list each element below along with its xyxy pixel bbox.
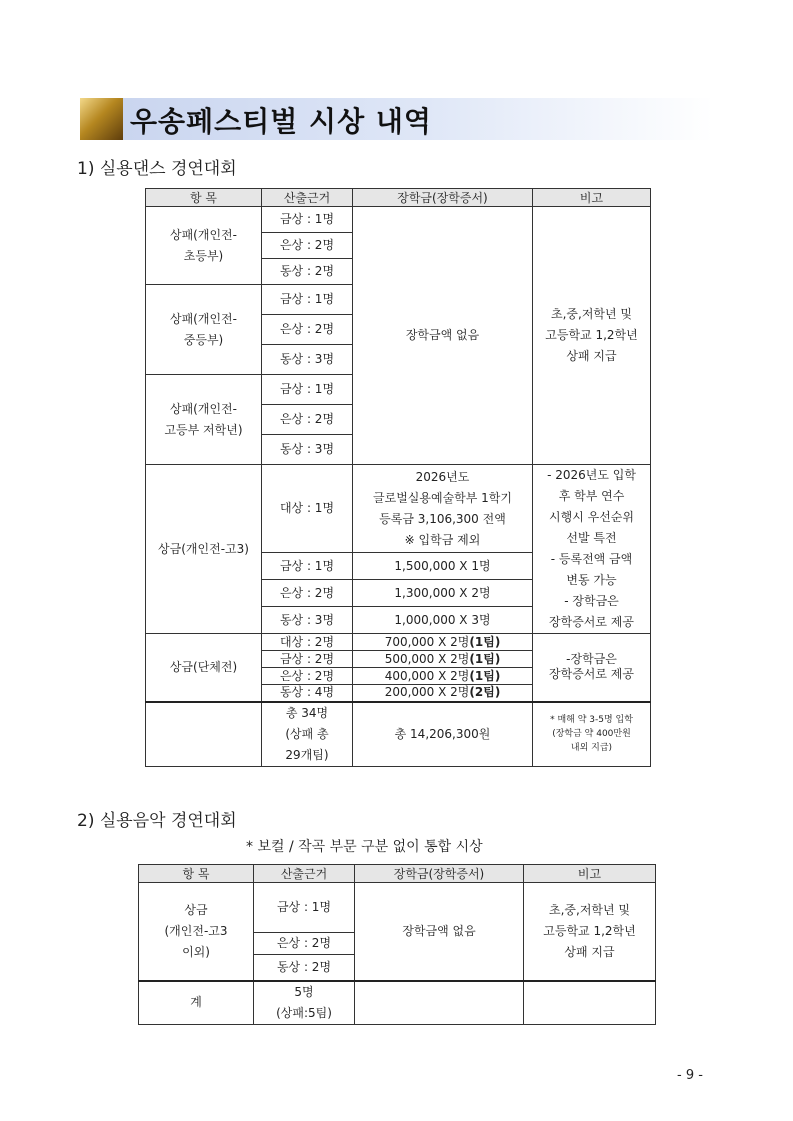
dance-awards-table: [145, 188, 651, 767]
amount-cell: 2026년도 글로벌실용예술학부 1학기 등록금 3,106,300 전액 ※ 입학금 제외: [353, 465, 533, 553]
row-label: 상금(개인전-고3): [146, 465, 262, 634]
basis-cell: 대상 : 1명: [262, 465, 353, 553]
scholarship-cell: 장학금액 없음: [355, 883, 524, 981]
music-awards-table: [138, 864, 656, 1025]
header-basis: 산출근거: [262, 189, 353, 207]
total-note: [524, 981, 656, 1025]
total-amount: [355, 981, 524, 1025]
row-label: 상금(단체전): [146, 634, 262, 702]
basis-cell: 대상 : 2명: [262, 634, 353, 651]
basis-cell: 동상 : 4명: [262, 685, 353, 702]
amount-value: 200,000 X 2명: [384, 685, 470, 700]
page-number: - 9 -: [677, 1068, 703, 1083]
team-count: (1팀): [469, 651, 501, 666]
amount-cell: 1,000,000 X 3명: [353, 607, 533, 634]
team-count: (2팀): [469, 685, 501, 700]
header-remark: 비고: [533, 189, 651, 207]
section1-heading: 1) 실용댄스 경연대회: [77, 159, 237, 179]
header-scholarship: 장학금(장학증서): [355, 865, 524, 883]
basis-cell: 동상 : 3명: [262, 345, 353, 375]
row-label: 상패(개인전- 고등부 저학년): [146, 375, 262, 465]
basis-cell: 금상 : 1명: [262, 285, 353, 315]
basis-cell: 은상 : 2명: [254, 933, 355, 955]
header-basis: 산출근거: [254, 865, 355, 883]
total-label: 계: [139, 981, 254, 1025]
section2-heading: 2) 실용음악 경연대회: [77, 811, 237, 831]
basis-cell: 은상 : 2명: [262, 315, 353, 345]
amount-cell: [353, 685, 533, 702]
amount-value: 400,000 X 2명: [384, 668, 470, 683]
scholarship-cell: 장학금액 없음: [353, 207, 533, 465]
team-count: (1팀): [469, 634, 501, 649]
basis-cell: 은상 : 2명: [262, 405, 353, 435]
total-note: * 매해 약 3-5명 입학 (장학금 약 400만원 내외 지급): [533, 702, 651, 767]
basis-cell: 동상 : 3명: [262, 435, 353, 465]
basis-cell: 금상 : 1명: [254, 883, 355, 933]
header-remark: 비고: [524, 865, 656, 883]
row-label: 상패(개인전- 중등부): [146, 285, 262, 375]
row-label: 상금 (개인전-고3 이외): [139, 883, 254, 981]
remark-cell: - 2026년도 입학 후 학부 연수 시행시 우선순위 선발 특전 - 등록전액 금액 변동 가능 - 장학금은 장학증서로 제공: [533, 465, 651, 634]
team-count: (1팀): [469, 668, 501, 683]
page-title: 우송페스티벌 시상 내역: [130, 105, 432, 138]
remark-cell: 초,중,저학년 및 고등학교 1,2학년 상패 지급: [524, 883, 656, 981]
header-scholarship: 장학금(장학증서): [353, 189, 533, 207]
title-decoration: [80, 98, 123, 140]
row-label: 상패(개인전- 초등부): [146, 207, 262, 285]
amount-cell: [353, 651, 533, 668]
total-basis: 5명 (상패:5팀): [254, 981, 355, 1025]
amount-value: 700,000 X 2명: [384, 634, 470, 649]
basis-cell: 은상 : 2명: [262, 668, 353, 685]
remark-cell: -장학금은 장학증서로 제공: [533, 634, 651, 702]
header-item: 항 목: [139, 865, 254, 883]
basis-cell: 동상 : 2명: [262, 259, 353, 285]
amount-cell: [353, 634, 533, 651]
amount-cell: 1,500,000 X 1명: [353, 553, 533, 580]
basis-cell: 금상 : 1명: [262, 207, 353, 233]
section2-note: * 보컬 / 작곡 부문 구분 없이 통합 시상: [246, 839, 483, 855]
amount-cell: 1,300,000 X 2명: [353, 580, 533, 607]
basis-cell: 금상 : 2명: [262, 651, 353, 668]
amount-value: 500,000 X 2명: [384, 651, 470, 666]
basis-cell: 은상 : 2명: [262, 233, 353, 259]
basis-cell: 금상 : 1명: [262, 553, 353, 580]
remark-cell: 초,중,저학년 및 고등학교 1,2학년 상패 지급: [533, 207, 651, 465]
total-basis: 총 34명 (상패 총 29개팀): [262, 702, 353, 767]
basis-cell: 금상 : 1명: [262, 375, 353, 405]
amount-cell: [353, 668, 533, 685]
basis-cell: 동상 : 2명: [254, 955, 355, 981]
total-amount: 총 14,206,300원: [353, 702, 533, 767]
basis-cell: 은상 : 2명: [262, 580, 353, 607]
total-label: [146, 702, 262, 767]
header-item: 항 목: [146, 189, 262, 207]
basis-cell: 동상 : 3명: [262, 607, 353, 634]
